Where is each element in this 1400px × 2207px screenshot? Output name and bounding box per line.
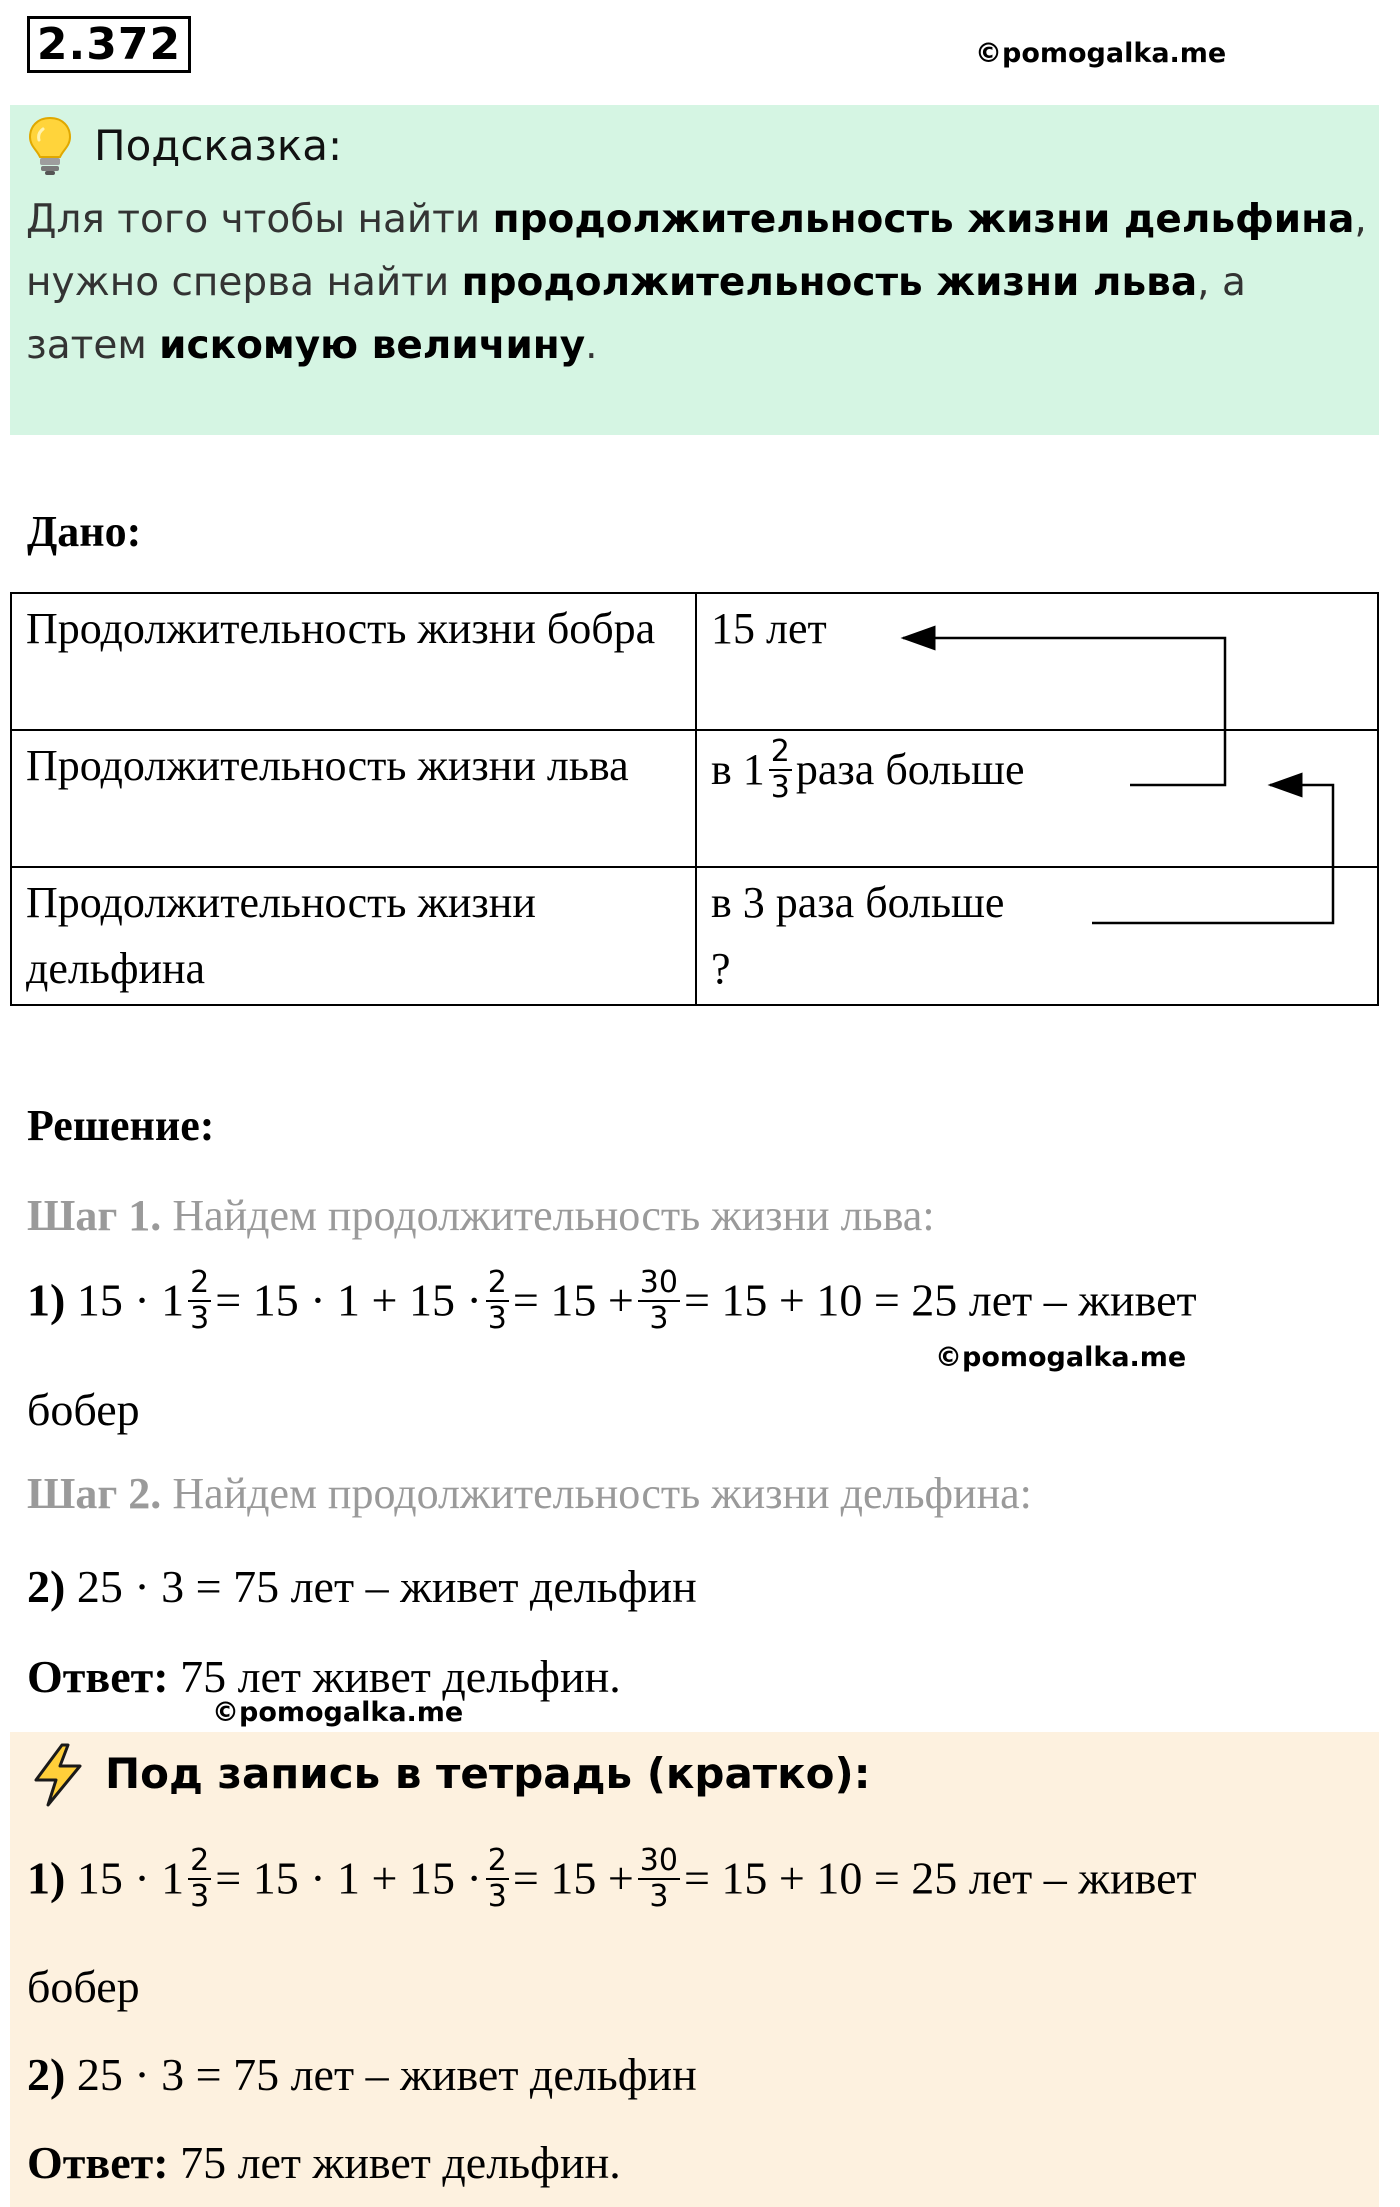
given-value: 15 лет (696, 593, 1378, 730)
table-row (11, 730, 1378, 867)
solution-heading: Решение: (27, 1101, 215, 1150)
given-heading: Дано: (27, 507, 142, 556)
step-1: Шаг 1. Найдем продолжительность жизни льва: (27, 1191, 935, 1240)
note-line-1: 1) 15 · 1 $\frac{2}{3}$ = 15 · 1 + 15 · $\frac{2}{3}$ = 15 + $\frac{30}{3}$ = 15 + 10 = 25 лет – живет (27, 1843, 1197, 1914)
lightbulb-icon (25, 115, 75, 177)
calc-line-1-cont: бобер (27, 1384, 140, 1435)
table-row (11, 593, 1378, 730)
note-answer: Ответ: 75 лет живет дельфин. (27, 2137, 621, 2188)
given-label: Продолжительность жизни льва (11, 730, 696, 867)
calc-line-2: 2) 25 · 3 = 75 лет – живет дельфин (27, 1561, 697, 1612)
note-line-2: 2) 25 · 3 = 75 лет – живет дельфин (27, 2049, 697, 2100)
notebook-title: Под запись в тетрадь (кратко): (105, 1749, 871, 1798)
given-table (10, 592, 1379, 1006)
fraction: $\frac{2}{3}$ (770, 733, 790, 805)
watermark: ©pomogalka.me (212, 1697, 464, 1728)
given-value: в 1 $\frac{2}{3}$ раза больше (696, 730, 1378, 867)
fraction: $\frac{2}{3}$ (190, 1843, 210, 1914)
fraction: $\frac{2}{3}$ (487, 1843, 507, 1914)
calc-line-1: 1) 15 · 1 $\frac{2}{3}$ = 15 · 1 + 15 · $\frac{2}{3}$ = 15 + $\frac{30}{3}$ = 15 + 10 = 25 лет – живет (27, 1265, 1197, 1336)
watermark: ©pomogalka.me (935, 1342, 1187, 1373)
lightning-icon (28, 1742, 88, 1808)
fraction: $\frac{30}{3}$ (639, 1265, 678, 1336)
table-row (11, 867, 1378, 1005)
fraction: $\frac{2}{3}$ (487, 1265, 507, 1336)
step-2: Шаг 2. Найдем продолжительность жизни дельфина: (27, 1469, 1032, 1518)
answer: Ответ: 75 лет живет дельфин. (27, 1651, 621, 1702)
task-number: 2.372 (27, 16, 191, 73)
fraction: $\frac{2}{3}$ (190, 1265, 210, 1336)
watermark: ©pomogalka.me (975, 38, 1227, 69)
hint-title: Подсказка: (94, 121, 343, 170)
given-label: Продолжительность жизни дельфина (11, 867, 696, 1005)
fraction: $\frac{30}{3}$ (639, 1843, 678, 1914)
hint-text: Для того чтобы найти продолжительность жизни дельфина, нужно сперва найти продолжительность жизни льва, а затем искомую величину. (26, 197, 1367, 368)
given-value: в 3 раза больше ? (696, 867, 1378, 1005)
note-line-1-cont: бобер (27, 1961, 140, 2012)
given-label: Продолжительность жизни бобра (11, 593, 696, 730)
